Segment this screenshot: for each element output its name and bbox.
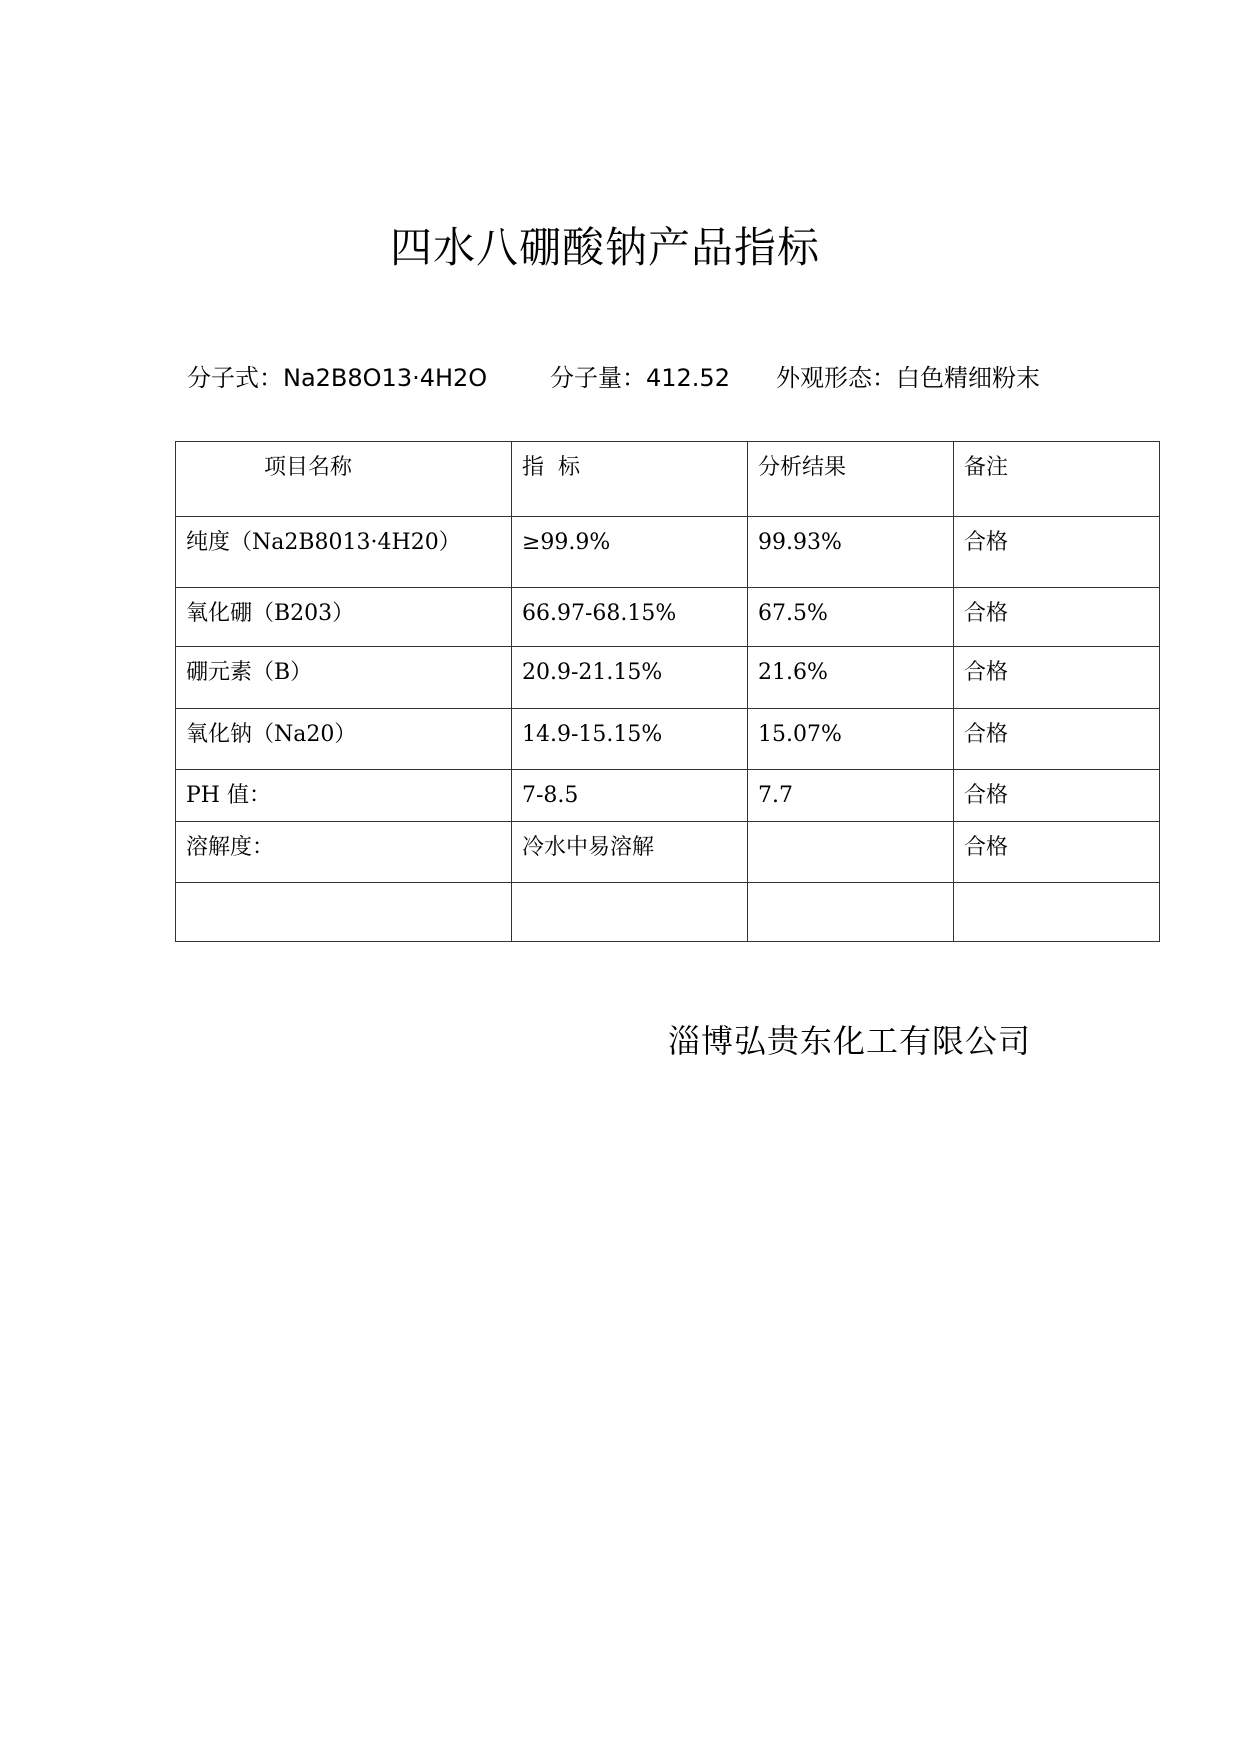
cell-result <box>748 822 954 883</box>
cell-result <box>748 883 954 942</box>
cell-remark: 合格 <box>954 709 1160 770</box>
cell-result: 15.07% <box>748 709 954 770</box>
cell-result: 7.7 <box>748 770 954 822</box>
table-row <box>176 883 1160 942</box>
document-title: 四水八硼酸钠产品指标 <box>389 223 820 272</box>
cell-remark: 合格 <box>954 770 1160 822</box>
cell-item: 氧化硼（B203） <box>176 588 512 647</box>
table-row <box>176 822 1160 883</box>
molecular-formula: 分子式：Na2B8O13·4H2O <box>187 364 488 392</box>
cell-item: 溶解度： <box>176 822 512 883</box>
cell-remark: 合格 <box>954 647 1160 709</box>
cell-spec: 66.97-68.15% <box>512 588 748 647</box>
cell-item <box>176 883 512 942</box>
table-header-row <box>176 442 1160 517</box>
cell-item: 纯度（Na2B8013·4H20） <box>176 517 512 588</box>
header-result: 分析结果 <box>748 442 954 517</box>
header-remark: 备注 <box>954 442 1160 517</box>
cell-remark: 合格 <box>954 588 1160 647</box>
cell-result: 21.6% <box>748 647 954 709</box>
cell-item: 氧化钠（Na20） <box>176 709 512 770</box>
cell-spec: 7-8.5 <box>512 770 748 822</box>
cell-spec: ≥99.9% <box>512 517 748 588</box>
table-row <box>176 588 1160 647</box>
cell-spec <box>512 883 748 942</box>
table-row <box>176 770 1160 822</box>
cell-item: 硼元素（B） <box>176 647 512 709</box>
cell-item: PH 值： <box>176 770 512 822</box>
appearance: 外观形态：白色精细粉末 <box>776 364 1040 392</box>
company-name: 淄博弘贵东化工有限公司 <box>668 1022 1032 1060</box>
table-row <box>176 709 1160 770</box>
cell-spec: 14.9-15.15% <box>512 709 748 770</box>
cell-spec: 冷水中易溶解 <box>512 822 748 883</box>
cell-result: 99.93% <box>748 517 954 588</box>
table-row <box>176 517 1160 588</box>
cell-result: 67.5% <box>748 588 954 647</box>
cell-spec: 20.9-21.15% <box>512 647 748 709</box>
spec-table <box>175 441 1160 942</box>
molecular-weight: 分子量：412.52 <box>550 364 730 392</box>
cell-remark <box>954 883 1160 942</box>
header-item-name: 项目名称 <box>176 442 512 517</box>
header-specification: 指 标 <box>512 442 748 517</box>
cell-remark: 合格 <box>954 517 1160 588</box>
cell-remark: 合格 <box>954 822 1160 883</box>
table-row <box>176 647 1160 709</box>
